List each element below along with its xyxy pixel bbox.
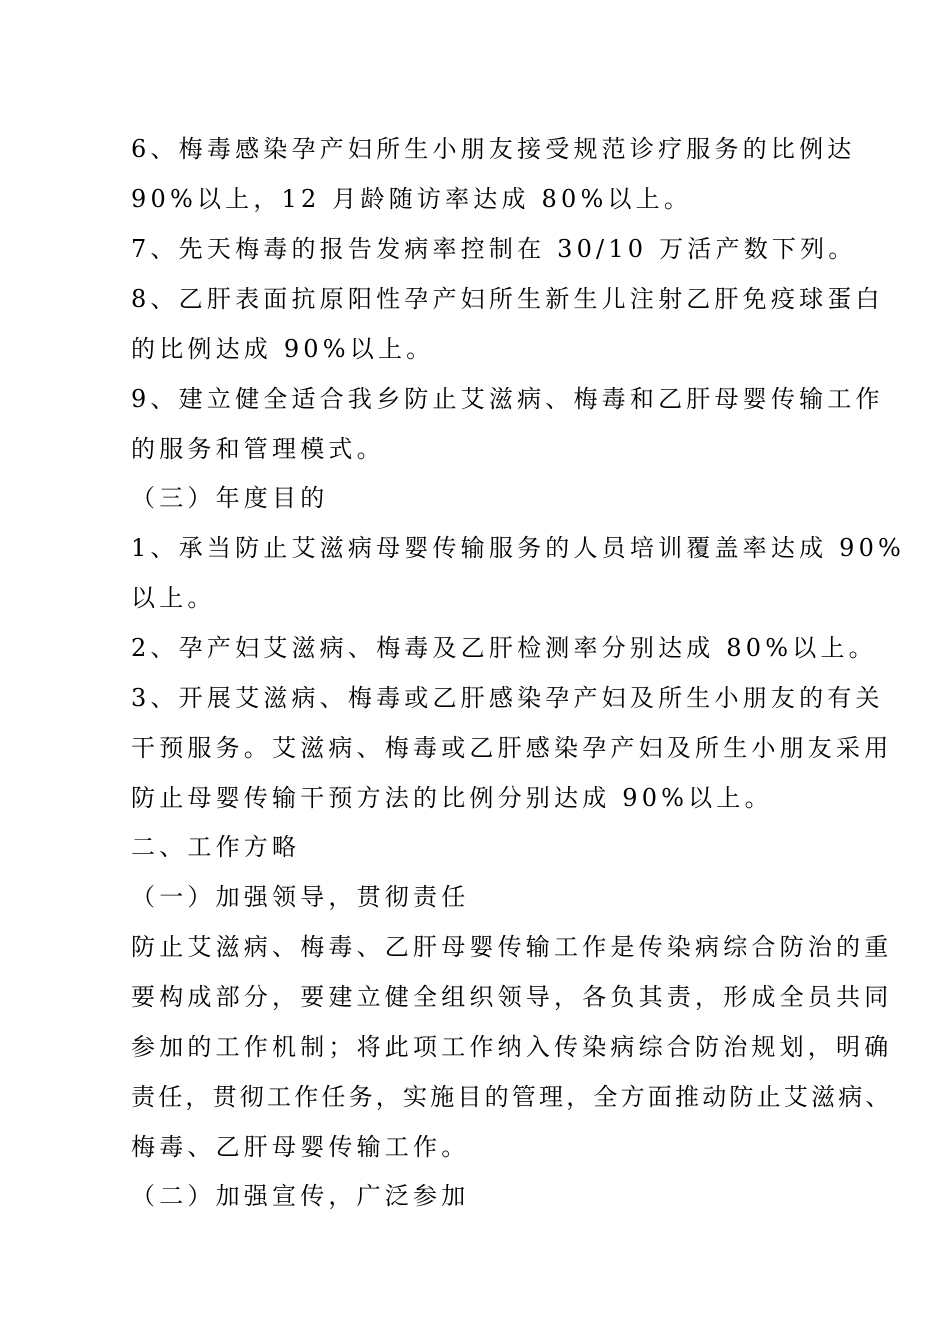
section-heading: （三）年度目的	[131, 484, 329, 512]
text-line: 梅毒、乙肝母婴传输工作。	[131, 1133, 470, 1161]
text-line: 1、承当防止艾滋病母婴传输服务的人员培训覆盖率达成 90%	[131, 534, 906, 562]
text-line: 的比例达成 90%以上。	[131, 335, 435, 363]
text-line: 责任，贯彻工作任务，实施目的管理，全方面推动防止艾滋病、	[131, 1083, 893, 1111]
text-line: 9、建立健全适合我乡防止艾滋病、梅毒和乙肝母婴传输工作	[131, 385, 884, 413]
text-line: 7、先天梅毒的报告发病率控制在 30/10 万活产数下列。	[131, 235, 857, 263]
text-line: 防止艾滋病、梅毒、乙肝母婴传输工作是传染病综合防治的重	[131, 933, 893, 961]
text-line: 90%以上，12 月龄随访率达成 80%以上。	[131, 185, 693, 213]
text-line: 6、梅毒感染孕产妇所生小朋友接受规范诊疗服务的比例达	[131, 135, 856, 163]
section-heading: （一）加强领导，贯彻责任	[131, 883, 470, 911]
text-line: 以上。	[131, 584, 216, 612]
section-heading: （二）加强宣传，广泛参加	[131, 1182, 470, 1210]
text-line: 的服务和管理模式。	[131, 435, 385, 463]
text-line: 干预服务。艾滋病、梅毒或乙肝感染孕产妇及所生小朋友采用	[131, 734, 893, 762]
text-line: 8、乙肝表面抗原阳性孕产妇所生新生儿注射乙肝免疫球蛋白	[131, 285, 884, 313]
text-line: 参加的工作机制；将此项工作纳入传染病综合防治规划，明确	[131, 1033, 893, 1061]
text-line: 要构成部分，要建立健全组织领导，各负其责，形成全员共同	[131, 983, 893, 1011]
text-line: 3、开展艾滋病、梅毒或乙肝感染孕产妇及所生小朋友的有关	[131, 684, 884, 712]
text-line: 2、孕产妇艾滋病、梅毒及乙肝检测率分别达成 80%以上。	[131, 634, 877, 662]
section-heading: 二、工作方略	[131, 833, 301, 861]
text-line: 防止母婴传输干预方法的比例分别达成 90%以上。	[131, 784, 773, 812]
